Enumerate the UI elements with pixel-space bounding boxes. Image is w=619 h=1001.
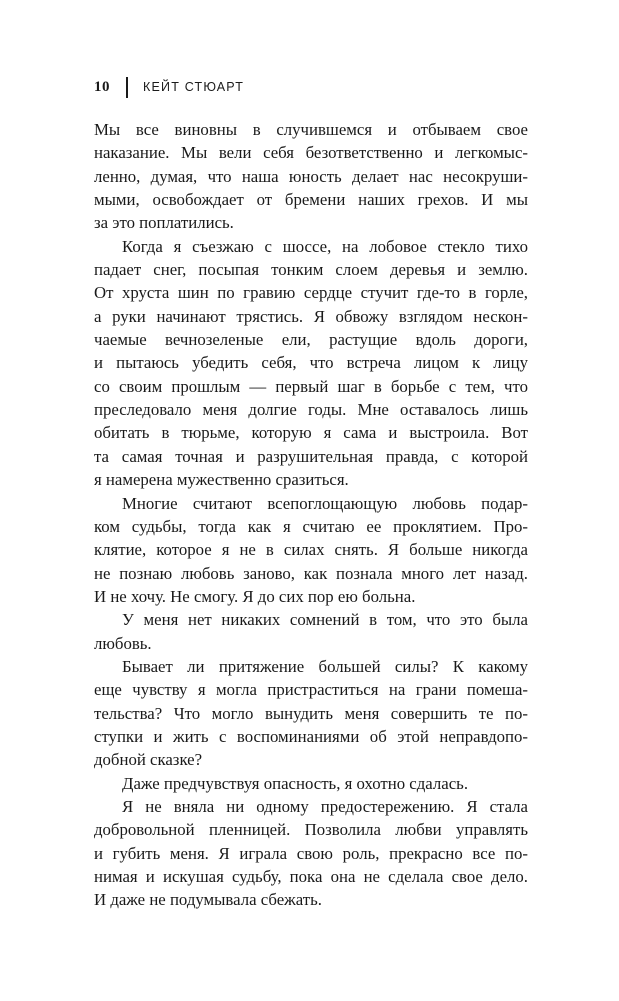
page-number: 10 <box>94 78 110 95</box>
text-line: ком судьбы, тогда как я считаю ее проклятием. Про- <box>94 516 528 536</box>
text-line: чаемые вечнозеленые ели, растущие вдоль дороги, <box>94 330 528 350</box>
text-line: Мы все виновны в случившемся и отбываем свое <box>94 120 528 139</box>
text-line: я намерена мужественно сразиться. <box>94 470 349 490</box>
text-line: и пытаюсь убедить себя, что встреча лицом к лицу <box>94 353 528 373</box>
header-divider <box>126 77 128 98</box>
running-title: КЕЙТ СТЮАРТ <box>143 80 245 94</box>
text-line: Даже предчувствуя опасность, я охотно сдалась. <box>122 773 469 793</box>
text-line: От хруста шин по гравию сердце стучит где-то в горле, <box>94 283 528 303</box>
page-header <box>94 74 244 100</box>
text-line: не познаю любовь заново, как познала много лет назад. <box>94 563 528 583</box>
text-line: ступки и жить с воспоминаниями об этой неправдопо- <box>94 726 528 746</box>
text-line: та самая точная и разрушительная правда, с которой <box>94 446 528 466</box>
text-line: Я не вняла ни одному предостережению. Я стала <box>122 796 528 816</box>
text-line: добровольной пленницей. Позволила любви управлять <box>94 820 528 840</box>
text-line: а руки начинают трястись. Я обвожу взглядом нескон- <box>94 306 528 326</box>
text-line: мыми, освобождает от бремени наших грехов. И мы <box>94 190 528 210</box>
text-line: падает снег, посыпая тонким слоем деревья и землю. <box>94 260 528 280</box>
text-line: и губить меня. Я играла свою роль, прекрасно все по- <box>94 843 528 863</box>
text-line: любовь. <box>94 633 152 653</box>
text-line: нимая и искушая судьбу, пока она не сделала свое дело. <box>94 867 528 886</box>
text-line: еще чувству я могла пристраститься на грани помеша- <box>94 680 528 700</box>
text-line: У меня нет никаких сомнений в том, что это была <box>122 610 528 630</box>
text-line: наказание. Мы вели себя безответственно и легкомыс- <box>94 143 528 163</box>
body-text <box>94 118 528 912</box>
text-line: тельства? Что могло вынудить меня совершить те по- <box>94 703 528 723</box>
text-line: Бывает ли притяжение большей силы? К какому <box>122 656 528 676</box>
text-line: добной сказке? <box>94 750 203 770</box>
text-line: ленно, думая, что наша юность делает нас несокруши- <box>94 166 528 186</box>
text-line: И не хочу. Не смогу. Я до сих пор ею больна. <box>94 586 416 606</box>
text-line: за это поплатились. <box>94 213 234 233</box>
text-line: обитать в тюрьме, которую я сама и выстроила. Вот <box>94 423 528 443</box>
text-line: преследовало меня долгие годы. Мне оставалось лишь <box>94 400 528 420</box>
text-line: со своим прошлым — первый шаг в борьбе с тем, что <box>94 376 528 396</box>
text-line: клятие, которое я не в силах снять. Я больше никогда <box>94 540 528 560</box>
text-line: И даже не подумывала сбежать. <box>94 890 322 910</box>
text-line: Многие считают всепоглощающую любовь подар- <box>122 493 528 513</box>
text-line: Когда я съезжаю с шоссе, на лобовое стекло тихо <box>122 236 528 256</box>
